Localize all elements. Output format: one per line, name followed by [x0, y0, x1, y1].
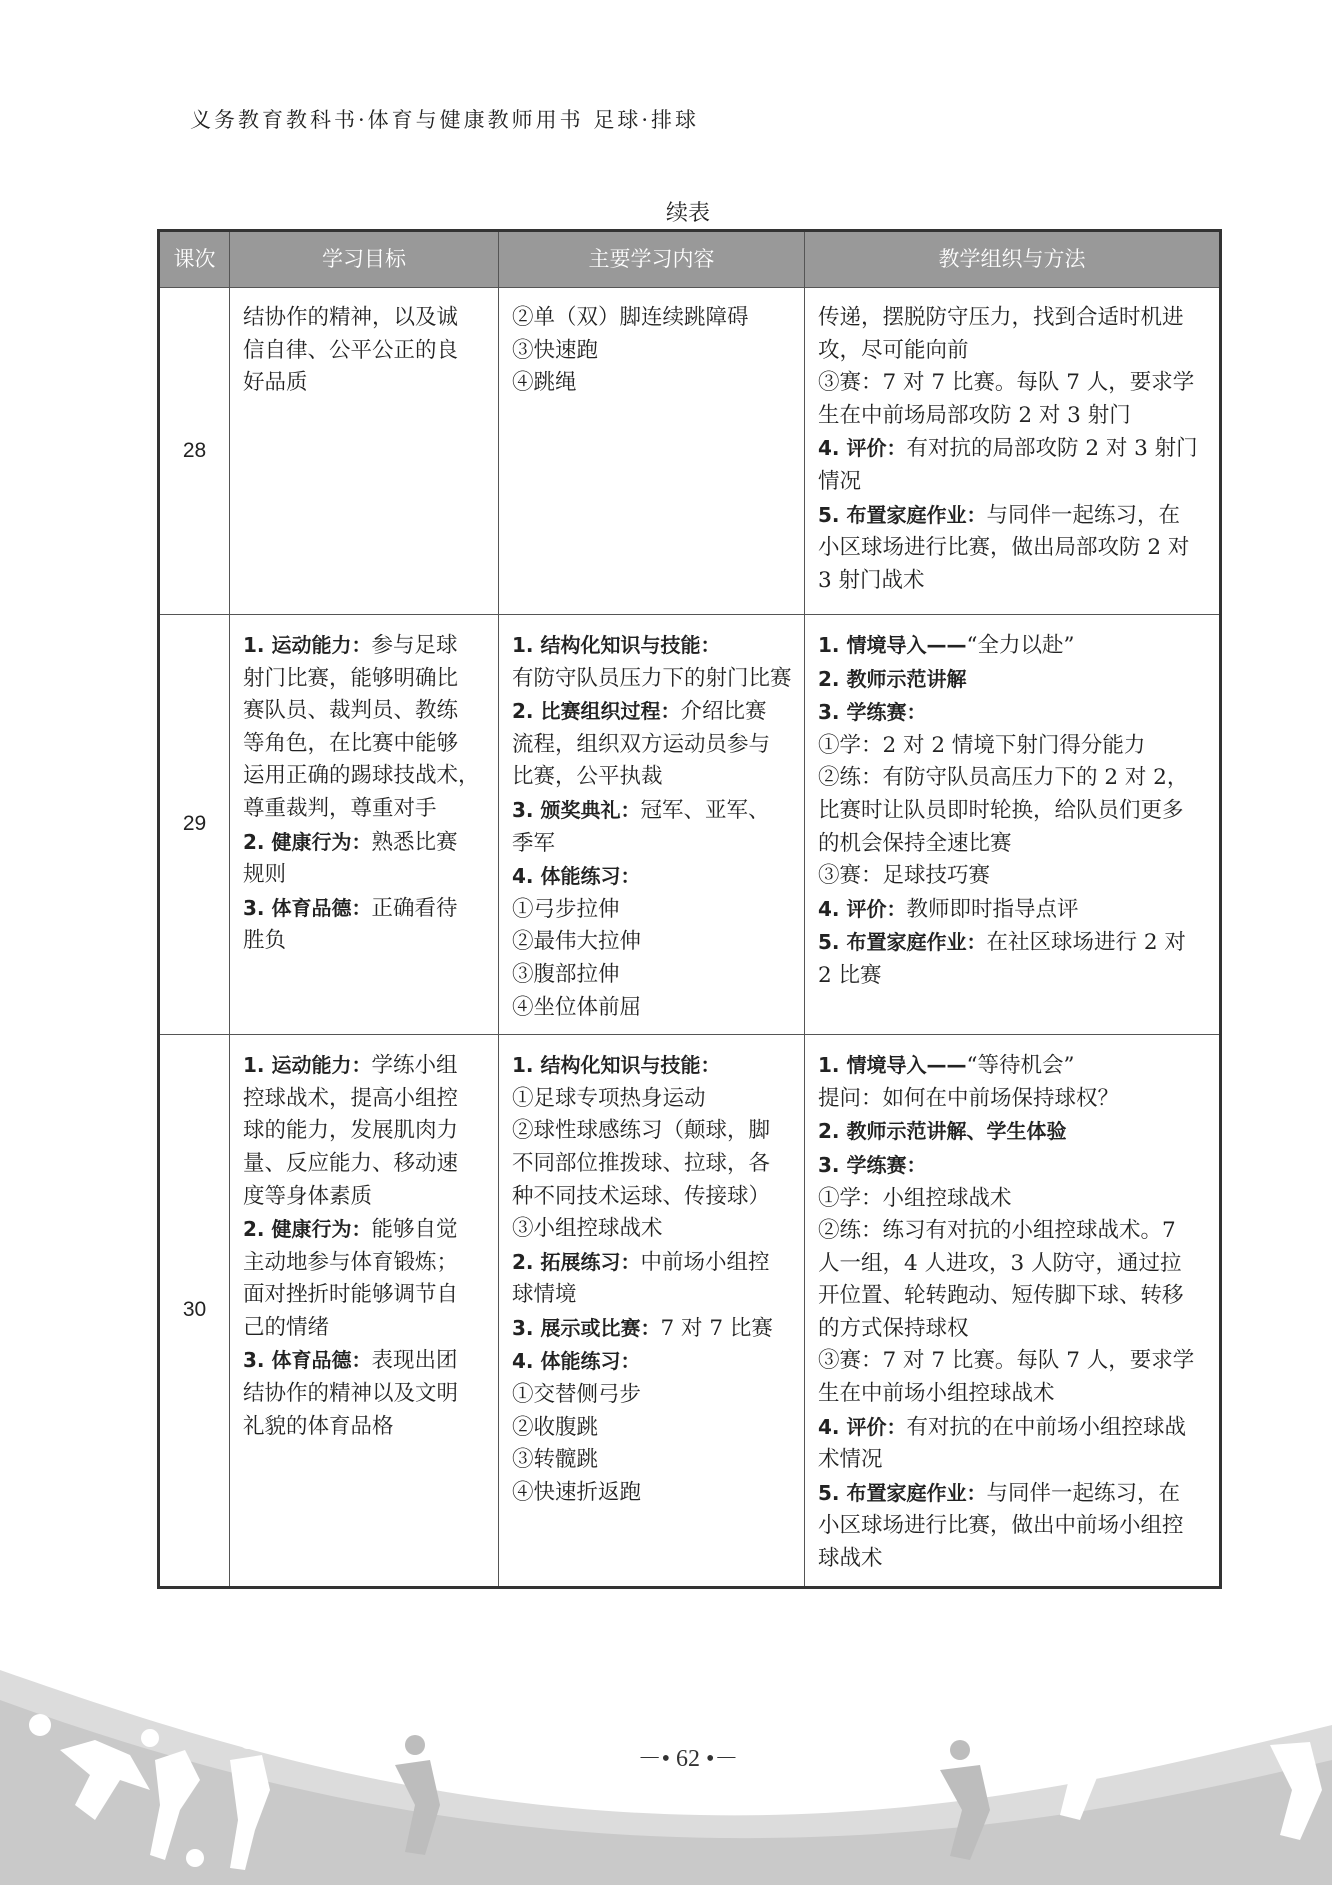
cell-line-text: 比赛时让队员即时轮换，给队员们更多 [818, 797, 1184, 823]
cell-line-text: 7 对 7 比赛 [660, 1315, 773, 1341]
cell-line-text: 3 射门战术 [818, 567, 925, 593]
cell-line [512, 335, 794, 368]
cell-line-text: 射门比赛，能够明确比 [243, 665, 459, 691]
cell-line [818, 893, 1209, 927]
cell-line-text: 情况 [818, 468, 862, 494]
cell-line-text: ②练：有防守队员高压力下的 2 对 2， [818, 765, 1189, 791]
lesson-plan-table [157, 229, 1222, 1589]
cell-line-text: 提问：如何在中前场保持球权？ [818, 1085, 1120, 1111]
cell-line-text: ③转髋跳 [512, 1447, 599, 1473]
cell-line-bold-label: 3. 体育品德： [243, 895, 372, 920]
cell-line [243, 1279, 488, 1312]
cell-line [818, 1115, 1209, 1149]
cell-line-bold-label: 5. 布置家庭作业： [818, 1480, 987, 1505]
cell-line [243, 367, 488, 400]
cell-line-text: 与同伴一起练习，在 [986, 502, 1180, 528]
cell-line [818, 629, 1209, 663]
cell-line [243, 1181, 488, 1214]
cell-line-text: ②收腹跳 [512, 1414, 599, 1440]
cell-line [243, 1312, 488, 1345]
table-row [159, 288, 1221, 615]
cell-line-bold-label: 4. 评价： [818, 436, 907, 461]
methods-cell [805, 288, 1221, 615]
cell-line-text: 与同伴一起练习，在 [986, 1480, 1180, 1506]
cell-line [818, 302, 1209, 335]
cell-line-text: 礼貌的体育品格 [243, 1413, 394, 1439]
cell-line [512, 1312, 794, 1346]
cell-line-bold-label: 2. 教师示范讲解、学生体验 [818, 1119, 1067, 1144]
cell-line-text: 的机会保持全速比赛 [818, 830, 1012, 856]
cell-line [818, 565, 1209, 598]
cell-line [243, 859, 488, 892]
cell-line-text: 熟悉比赛 [371, 829, 458, 855]
cell-line-bold-label: 3. 颁奖典礼： [512, 797, 641, 822]
cell-line [243, 1049, 488, 1083]
cell-line-text: 人一组，4 人进攻，3 人防守，通过拉 [818, 1250, 1182, 1276]
cell-line [512, 663, 794, 696]
cell-line-text: 学练小组 [371, 1053, 458, 1079]
cell-line [243, 335, 488, 368]
cell-line-text: ①足球专项热身运动 [512, 1085, 706, 1111]
cell-line [818, 432, 1209, 466]
cell-line-text: 表现出团 [371, 1348, 458, 1374]
cell-line-text: 能够自觉 [371, 1217, 458, 1243]
cell-line-text: ③腹部拉伸 [512, 961, 620, 987]
cell-line [512, 1083, 794, 1116]
cell-line-text: 球的能力，发展肌肉力 [243, 1118, 459, 1144]
cell-line [512, 1213, 794, 1246]
cell-line [512, 1477, 794, 1510]
cell-line-text: 冠军、亚军、 [640, 797, 770, 823]
cell-line-bold-label: 3. 体育品德： [243, 1348, 372, 1373]
cell-line-text: ④快速折返跑 [512, 1479, 642, 1505]
cell-line-text: ③赛：7 对 7 比赛。每队 7 人，要求学 [818, 1348, 1195, 1374]
cell-line-text: 不同部位推拨球、拉球，各 [512, 1150, 771, 1176]
cell-line [818, 1543, 1209, 1576]
cell-line-text: “等待机会” [966, 1053, 1075, 1079]
cell-line-text: 介绍比赛 [680, 699, 767, 725]
lesson-number: 29 [159, 615, 230, 1035]
cell-line [818, 1215, 1209, 1248]
cell-line-text: 胜负 [243, 928, 287, 954]
cell-line-bold-label: 3. 学练赛： [818, 1152, 927, 1177]
cell-line [512, 1412, 794, 1445]
cell-line-text: 传递，摆脱防守压力，找到合适时机进 [818, 305, 1184, 330]
cell-line-text: 生在中前场小组控球战术 [818, 1381, 1055, 1407]
cell-line-bold-label: 2. 教师示范讲解 [818, 666, 967, 691]
cell-line-bold-label: 1. 运动能力： [243, 633, 372, 657]
cell-line-bold-label: 3. 展示或比赛： [512, 1315, 661, 1340]
cell-line-text: 信自律、公平公正的良 [243, 337, 459, 363]
cell-line [818, 795, 1209, 828]
cell-line [512, 828, 794, 861]
cell-line [243, 826, 488, 860]
cell-line-text: 种不同技术运球、传接球） [512, 1183, 771, 1209]
cell-line-bold-label: 1. 运动能力： [243, 1053, 372, 1078]
cell-line-bold-label: 4. 体能练习： [512, 864, 641, 889]
cell-line-text: ③小组控球战术 [512, 1216, 663, 1242]
table-row [159, 1035, 1221, 1588]
cell-line-text: 正确看待 [371, 895, 458, 921]
column-header-methods: 教学组织与方法 [805, 231, 1221, 288]
cell-line-text: 己的情绪 [243, 1314, 330, 1340]
cell-line [818, 1313, 1209, 1346]
methods-cell [805, 1035, 1221, 1588]
cell-line [512, 1148, 794, 1181]
cell-line [818, 1510, 1209, 1543]
cell-line [243, 793, 488, 826]
cell-line-text: 量、反应能力、移动速 [243, 1150, 459, 1176]
cell-line [818, 1444, 1209, 1477]
cell-line-bold-label: 3. 学练赛： [818, 700, 927, 725]
cell-line-text: 球情境 [512, 1282, 577, 1308]
cell-line-bold-label: 1. 情境导入—— [818, 633, 967, 657]
table-header-row [159, 231, 1221, 288]
cell-line-text: ①交替侧弓步 [512, 1382, 642, 1408]
cell-line-text: ③快速跑 [512, 337, 599, 363]
cell-line-bold-label: 2. 健康行为： [243, 1217, 372, 1242]
cell-line-text: 小区球场进行比赛，做出中前场小组控 [818, 1513, 1184, 1539]
cell-line-bold-label: 5. 布置家庭作业： [818, 930, 987, 955]
cell-line-text: 有对抗的局部攻防 2 对 3 射门 [906, 436, 1198, 462]
cell-line-text: 控球战术，提高小组控 [243, 1085, 459, 1111]
cell-line [243, 695, 488, 728]
cell-line-bold-label: 1. 结构化知识与技能： [512, 1053, 721, 1078]
cell-line [243, 1411, 488, 1444]
cell-line [512, 1049, 794, 1083]
cell-line [818, 1248, 1209, 1281]
cell-line-text: 面对挫折时能够调节自 [243, 1282, 459, 1308]
cell-line-text: ②练：练习有对抗的小组控球战术。7 [818, 1218, 1176, 1244]
cell-line [512, 1379, 794, 1412]
cell-line-text: ①学：2 对 2 情境下射门得分能力 [818, 732, 1146, 758]
cell-line [243, 1115, 488, 1148]
content-cell [499, 1035, 805, 1588]
cell-line [512, 860, 794, 894]
cell-line [243, 629, 488, 663]
cell-line-text: 有防守队员压力下的射门比赛 [512, 665, 792, 691]
cell-line [818, 400, 1209, 433]
column-header-content: 主要学习内容 [499, 231, 805, 288]
cell-line-text: ④坐位体前屈 [512, 994, 642, 1020]
cell-line [243, 663, 488, 696]
cell-line [818, 926, 1209, 960]
cell-line-text: 运用正确的踢球技战术， [243, 763, 480, 789]
cell-line [512, 894, 794, 927]
cell-line [818, 1083, 1209, 1116]
cell-line-bold-label: 1. 结构化知识与技能： [512, 633, 721, 657]
lesson-number: 30 [159, 1035, 230, 1588]
cell-line [512, 1181, 794, 1214]
cell-line-text: ①学：小组控球战术 [818, 1185, 1012, 1211]
cell-line [512, 1279, 794, 1312]
cell-line-text: “全力以赴” [966, 633, 1075, 658]
cell-line-text: 生在中前场局部攻防 2 对 3 射门 [818, 402, 1131, 428]
cell-line [818, 1477, 1209, 1511]
content-cell [499, 288, 805, 615]
cell-line-text: 参与足球 [371, 633, 458, 658]
cell-line [512, 959, 794, 992]
cell-line [512, 729, 794, 762]
cell-line [818, 696, 1209, 730]
cell-line-text: 小区球场进行比赛，做出局部攻防 2 对 [818, 535, 1190, 561]
cell-line [243, 1344, 488, 1378]
cell-line [512, 926, 794, 959]
cell-line-text: 度等身体素质 [243, 1183, 373, 1209]
cell-line-text: ②球性球感练习（颠球，脚 [512, 1118, 771, 1144]
cell-line-text: 开位置、轮转跑动、短传脚下球、转移 [818, 1283, 1184, 1309]
cell-line [818, 1378, 1209, 1411]
column-header-goals: 学习目标 [230, 231, 499, 288]
cell-line-bold-label: 5. 布置家庭作业： [818, 502, 987, 527]
cell-line [512, 1444, 794, 1477]
cell-line-text: 结协作的精神，以及诚 [243, 305, 459, 330]
cell-line [512, 1115, 794, 1148]
cell-line-bold-label: 2. 健康行为： [243, 829, 372, 854]
cell-line-bold-label: 2. 拓展练习： [512, 1249, 641, 1274]
cell-line-text: ③赛：7 对 7 比赛。每队 7 人，要求学 [818, 370, 1195, 396]
cell-line-text: 等角色，在比赛中能够 [243, 730, 459, 756]
cell-line [243, 925, 488, 958]
cell-line [818, 663, 1209, 697]
cell-line-text: 季军 [512, 830, 556, 856]
cell-line-text: 尊重裁判，尊重对手 [243, 795, 437, 821]
cell-line-bold-label: 2. 比赛组织过程： [512, 699, 681, 724]
cell-line [512, 302, 794, 335]
table-row [159, 615, 1221, 1035]
cell-line [512, 629, 794, 663]
cell-line-bold-label: 4. 体能练习： [512, 1349, 641, 1374]
cell-line [818, 1411, 1209, 1445]
cell-line [818, 1049, 1209, 1083]
cell-line-text: ③赛：足球技巧赛 [818, 863, 991, 889]
cell-line [818, 1280, 1209, 1313]
cell-line [512, 367, 794, 400]
cell-line [243, 760, 488, 793]
cell-line [512, 761, 794, 794]
cell-line [243, 892, 488, 926]
cell-line-text: 主动地参与体育锻炼； [243, 1249, 459, 1275]
cell-line [512, 1246, 794, 1280]
cell-line-text: ②单（双）脚连续跳障碍 [512, 305, 749, 330]
cell-line [818, 499, 1209, 533]
cell-line [243, 728, 488, 761]
cell-line [243, 302, 488, 335]
cell-line [818, 1149, 1209, 1183]
cell-line-bold-label: 4. 评价： [818, 896, 907, 921]
cell-line-text: ②最伟大拉伸 [512, 929, 642, 955]
cell-line [818, 860, 1209, 893]
cell-line-text: 比赛，公平执裁 [512, 764, 663, 790]
cell-line [818, 1183, 1209, 1216]
goals-cell [230, 615, 499, 1035]
cell-line [818, 828, 1209, 861]
cell-line-text: 中前场小组控 [640, 1249, 770, 1275]
cell-line [512, 695, 794, 729]
running-header: 义务教育教科书·体育与健康教师用书 足球·排球 [190, 108, 700, 132]
cell-line [818, 762, 1209, 795]
lesson-number: 28 [159, 288, 230, 615]
cell-line-text: 有对抗的在中前场小组控球战 [906, 1414, 1186, 1440]
methods-cell [805, 615, 1221, 1035]
cell-line-text: 攻，尽可能向前 [818, 337, 969, 363]
cell-line-text: 在社区球场进行 2 对 [986, 930, 1186, 956]
cell-line-bold-label: 1. 情境导入—— [818, 1053, 967, 1078]
cell-line [818, 532, 1209, 565]
cell-line [512, 794, 794, 828]
cell-line [818, 335, 1209, 368]
content-cell [499, 615, 805, 1035]
cell-line [818, 960, 1209, 993]
cell-line-text: 规则 [243, 862, 287, 888]
cell-line [818, 1345, 1209, 1378]
cell-line-text: ①弓步拉伸 [512, 896, 620, 922]
cell-line-text: 的方式保持球权 [818, 1315, 969, 1341]
cell-line-text: 赛队员、裁判员、教练 [243, 698, 459, 724]
cell-line-text: 术情况 [818, 1447, 883, 1473]
cell-line [243, 1378, 488, 1411]
cell-line-text: 好品质 [243, 370, 308, 396]
cell-line-text: 教师即时指导点评 [906, 896, 1079, 922]
cell-line [818, 466, 1209, 499]
cell-line [243, 1247, 488, 1280]
cell-line [818, 730, 1209, 763]
goals-cell [230, 288, 499, 615]
page-number: －• 62 •－ [637, 1746, 739, 1772]
goals-cell [230, 1035, 499, 1588]
cell-line-text: 2 比赛 [818, 962, 882, 988]
cell-line [243, 1213, 488, 1247]
cell-line-text: 球战术 [818, 1546, 883, 1572]
cell-line-text: 流程，组织双方运动员参与 [512, 731, 771, 757]
cell-line [818, 367, 1209, 400]
cell-line-text: ④跳绳 [512, 370, 577, 396]
column-header-lesson: 课次 [159, 231, 230, 288]
cell-line-text: 结协作的精神以及文明 [243, 1381, 459, 1407]
table-caption: 续表 [665, 201, 710, 226]
cell-line [512, 992, 794, 1025]
cell-line [243, 1083, 488, 1116]
cell-line [243, 1148, 488, 1181]
cell-line [512, 1345, 794, 1379]
cell-line-bold-label: 4. 评价： [818, 1414, 907, 1439]
